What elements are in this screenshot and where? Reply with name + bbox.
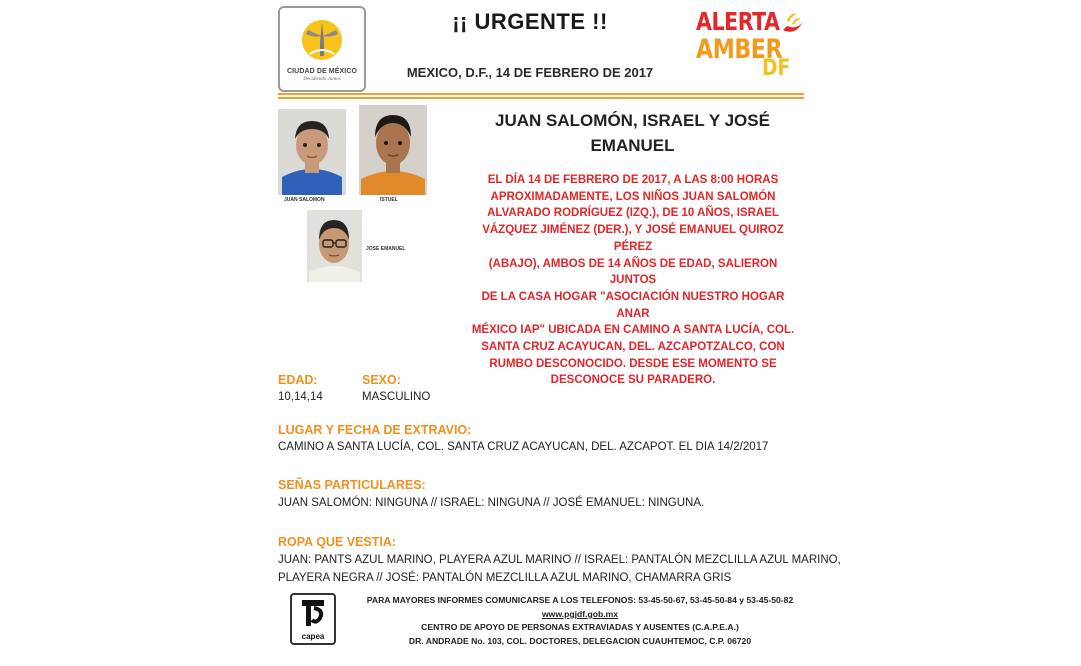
photo-caption: JUAN SALOMON [284, 197, 325, 203]
capea-label: capea [301, 632, 325, 641]
photo-jose-emanuel [307, 210, 362, 282]
photo-caption: ISTUEL [380, 197, 398, 203]
marks-value: JUAN SALOMÓN: NINGUNA // ISRAEL: NINGUNA // JOSÉ EMANUEL: NINGUNA. [278, 497, 705, 509]
place-value: CAMINO A SANTA LUCÍA, COL. SANTA CRUZ ACAYUCAN, DEL. AZCAPOT. EL DIA 14/2/2017 [278, 441, 769, 453]
footer-address: DR. ANDRADE No. 103, COL. DOCTORES, DELEGACION CUAUHTEMOC, C.P. 06720 [408, 636, 752, 646]
description-line: APROXIMADAMENTE, LOS NIÑOS JUAN SALOMÓN [490, 190, 776, 203]
description-line: (ABAJO), AMBOS DE 14 AÑOS DE EDAD, SALIERON JUNTOS [488, 257, 778, 287]
description-line: MÉXICO IAP" UBICADA EN CAMINO A SANTA LUCÍA, COL. [471, 324, 795, 337]
amber-logo-line3: DF [762, 56, 791, 81]
logo-title: CIUDAD DE MÉXICO [286, 68, 358, 75]
place-date: MEXICO, D.F., 14 DE FEBRERO DE 2017 [406, 65, 654, 80]
photo-israel [359, 105, 427, 195]
photo-juan-salomon [278, 109, 346, 195]
urgent-heading: ¡¡ URGENTE !! [452, 9, 608, 34]
names-line: JUAN SALOMÓN, ISRAEL Y JOSÉ [495, 111, 770, 130]
logo-subtitle: Decidiendo Juntos [303, 77, 341, 82]
missing-names [470, 108, 795, 158]
description-line: DE LA CASA HOGAR "ASOCIACIÓN NUESTRO HOGAR ANAR [481, 290, 785, 320]
sex-label: SEXO: [362, 373, 401, 387]
place-label: LUGAR Y FECHA DE EXTRAVIO: [278, 423, 472, 437]
footer-center-name: CENTRO DE APOYO DE PERSONAS EXTRAVIADAS Y AUSENTES (C.A.P.E.A.) [421, 622, 739, 632]
crescent-moon-icon [779, 10, 805, 38]
footer-phones: PARA MAYORES INFORMES COMUNICARSE A LOS TELEFONOS: 53-45-50-67, 53-45-50-84 y 53-45-50-82 [366, 595, 794, 605]
description-line: SANTA CRUZ ACAYUCAN, DEL. AZCAPOTZALCO, CON [481, 341, 785, 354]
incident-description [468, 172, 798, 389]
description-line: ALVARADO RODRÍGUEZ (IZQ.), DE 10 AÑOS, ISRAEL [487, 207, 779, 220]
marks-label: SEÑAS PARTICULARES: [278, 478, 426, 492]
angel-emblem-icon [300, 16, 344, 64]
header-divider [278, 97, 804, 99]
age-label: EDAD: [278, 373, 318, 387]
photo-caption: JOSE EMANUEL [366, 246, 406, 252]
capea-emblem-icon [300, 598, 326, 628]
amber-logo-line2: AMBER [696, 34, 783, 65]
description-line: RUMBO DESCONOCIDO. DESDE ESE MOMENTO SE [489, 357, 777, 370]
capea-logo [290, 593, 336, 645]
description-line: VÁZQUEZ JIMÉNEZ (DER.), Y JOSÉ EMANUEL QUIROZ PÉREZ [482, 224, 784, 253]
description-line: DESCONOCE SU PARADERO. [550, 374, 716, 387]
names-line: EMANUEL [590, 136, 675, 155]
clothes-line: JUAN: PANTS AZUL MARINO, PLAYERA AZUL MARINO // ISRAEL: PANTALÓN MEZCLILLA AZUL MARINO, [278, 554, 841, 566]
clothes-line: PLAYERA NEGRA // JOSÉ: PANTALÓN MEZCLILLA AZUL MARINO, CHAMARRA GRIS [278, 572, 732, 584]
description-line: EL DÍA 14 DE FEBRERO DE 2017, A LAS 8:00 HORAS [487, 174, 779, 186]
header-divider [278, 93, 804, 95]
clothes-label: ROPA QUE VESTIA: [278, 535, 397, 549]
alerta-amber-logo [692, 4, 808, 84]
amber-logo-line1: ALERTA [696, 7, 780, 36]
cdmx-logo [278, 6, 366, 92]
age-value: 10,14,14 [278, 391, 323, 403]
footer-website-link[interactable]: www.pgjdf.gob.mx [541, 609, 619, 619]
sex-value: MASCULINO [362, 391, 431, 403]
